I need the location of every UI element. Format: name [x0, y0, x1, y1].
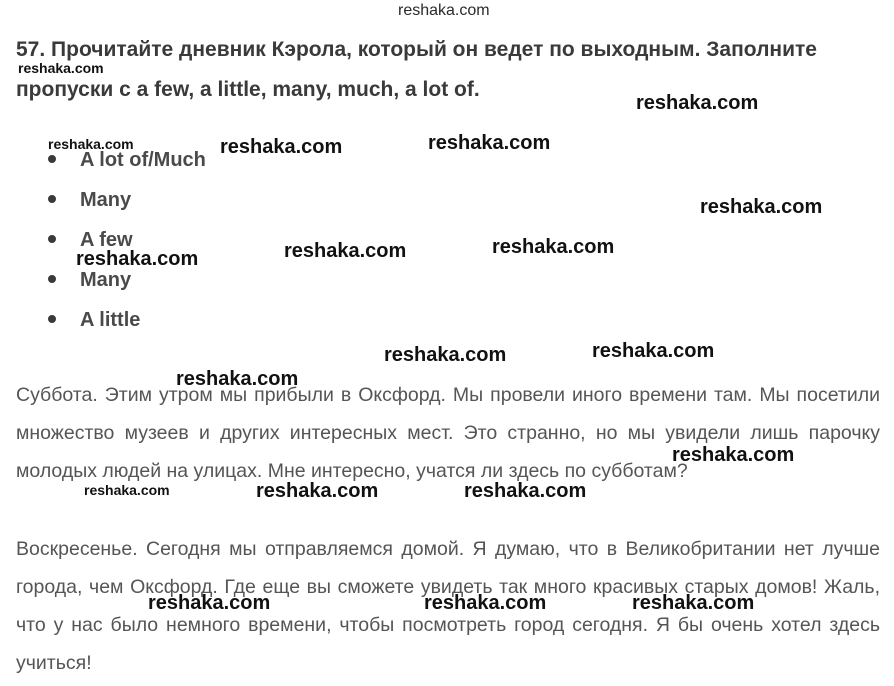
watermark: reshaka.com — [632, 592, 755, 614]
watermark: reshaka.com — [636, 92, 759, 114]
watermark: reshaka.com — [148, 592, 271, 614]
watermark: reshaka.com — [384, 344, 507, 366]
answer-text: A little — [80, 309, 141, 331]
watermark: reshaka.com — [220, 136, 343, 158]
bullet-icon — [48, 195, 56, 203]
watermark: reshaka.com — [284, 240, 407, 262]
watermark: reshaka.com — [76, 248, 199, 270]
watermark: reshaka.com — [256, 480, 379, 502]
answer-text: A few — [80, 229, 133, 251]
task-heading: 57. Прочитайте дневник Кэрола, который он ведет по выходным. Заполните пропуски с a few, a little, many, much, a lot of. — [16, 38, 817, 101]
answer-text: A lot of/Much — [80, 149, 206, 171]
bullet-icon — [48, 235, 56, 243]
watermark: reshaka.com — [464, 480, 587, 502]
diary-sunday: Воскресенье. Сегодня мы отправляемся домой. Я думаю, что в Великобритании нет лучше города, чем Оксфорд. Где еще вы сможете увидеть так много красивых старых домов! Жаль, что у нас было немного времени, чтобы посмотреть город сегодня. Я бы очень хотел здесь учиться! — [16, 538, 880, 674]
watermark: reshaka.com — [398, 2, 490, 19]
watermark: reshaka.com — [176, 368, 299, 390]
watermark: reshaka.com — [700, 196, 823, 218]
watermark: reshaka.com — [672, 444, 795, 466]
bullet-icon — [48, 315, 56, 323]
watermark: reshaka.com — [424, 592, 547, 614]
watermark: reshaka.com — [18, 60, 104, 76]
answer-text: Many — [80, 189, 132, 211]
answer-text: Many — [80, 269, 132, 291]
diary-saturday: Суббота. Этим утром мы прибыли в Оксфорд. Мы провели иного времени там. Мы посетили множество музеев и других интересных мест. Это странно, но мы увидели лишь парочку молодых людей на улицах. Мне интересно, учатся ли здесь по субботам? — [16, 384, 880, 482]
watermark: reshaka.com — [84, 482, 170, 498]
bullet-icon — [48, 275, 56, 283]
watermark: reshaka.com — [592, 340, 715, 362]
watermark: reshaka.com — [428, 132, 551, 154]
bullet-icon — [48, 155, 56, 163]
watermark: reshaka.com — [48, 136, 134, 152]
watermark: reshaka.com — [492, 236, 615, 258]
